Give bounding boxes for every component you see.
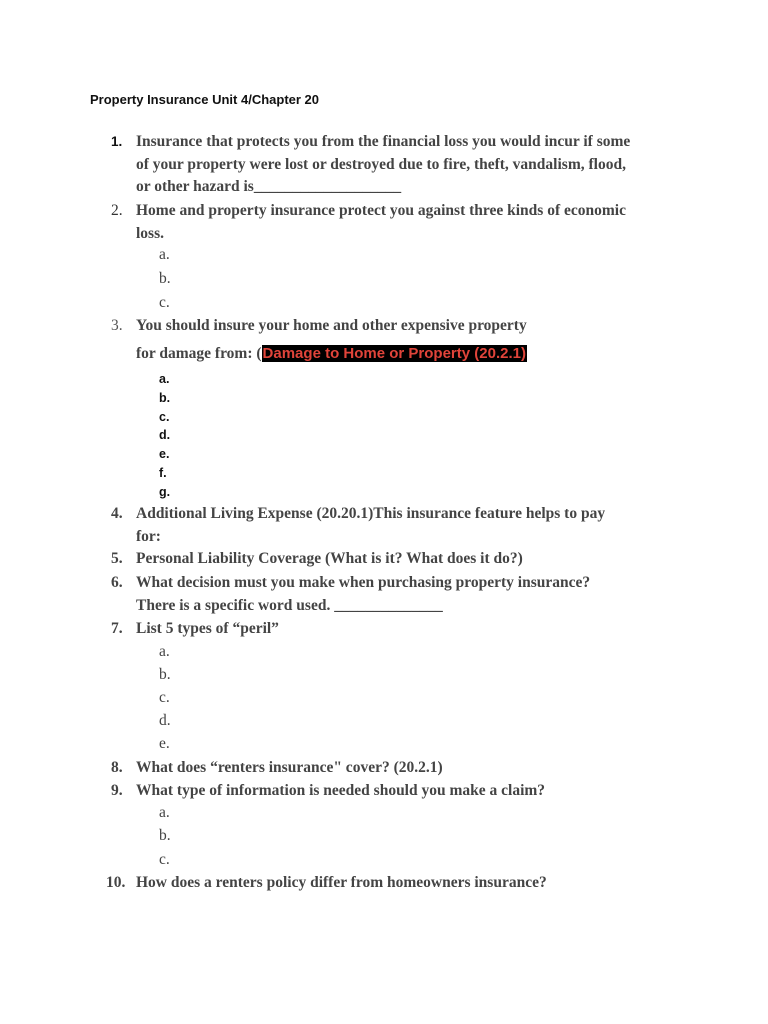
answer-letter: b. [159, 391, 171, 405]
question-9 [111, 780, 696, 803]
question-6 [111, 572, 696, 617]
answer-letter: c. [159, 851, 170, 868]
question-number: 7. [111, 620, 123, 637]
question-7 [111, 618, 696, 641]
answer-letter: c. [159, 410, 170, 424]
question-number: 9. [111, 782, 123, 799]
answer-letter: d. [159, 712, 171, 729]
question-10 [106, 872, 696, 895]
question-5 [111, 548, 696, 571]
question-number: 4. [111, 505, 123, 522]
section-highlight: Damage to Home or Property (20.2.1) [262, 345, 526, 362]
question-text-line: How does a renters policy differ from homeowners insurance? [136, 874, 547, 891]
answer-letter: b. [159, 666, 171, 683]
question-number: 2. [111, 202, 123, 219]
question-text-line: Additional Living Expense (20.20.1)This insurance feature helps to pay [136, 505, 606, 522]
answer-letter: f. [159, 466, 167, 480]
question-3-continued [136, 343, 696, 366]
question-text-line: What decision must you make when purchasing property insurance? [136, 574, 591, 591]
answer-letter: b. [159, 270, 171, 287]
question-number: 8. [111, 759, 123, 776]
answer-letter: c. [159, 689, 170, 706]
question-text-line: You should insure your home and other expensive property [136, 317, 527, 334]
answer-letter: d. [159, 428, 171, 442]
question-8 [111, 757, 696, 780]
question-number: 6. [111, 574, 123, 591]
question-text-line: for damage from: ( [136, 345, 262, 362]
question-number: 5. [111, 550, 123, 567]
question-text-line: List 5 types of “peril” [136, 620, 279, 637]
question-text-line: for: [136, 527, 161, 545]
answer-letter: c. [159, 294, 170, 311]
answer-letter: a. [159, 643, 170, 660]
question-text-line: There is a specific word used. ______________ [136, 596, 443, 614]
question-1 [111, 131, 696, 199]
question-number: 10. [106, 874, 126, 891]
answer-letter: a. [159, 372, 170, 386]
answer-letter: e. [159, 447, 170, 461]
question-text-line: Insurance that protects you from the financial loss you would incur if some [136, 133, 631, 150]
answer-letter: g. [159, 485, 171, 499]
answer-letter: b. [159, 827, 171, 844]
question-text-line: What does “renters insurance" cover? (20.2.1) [136, 759, 443, 776]
question-number: 1. [111, 134, 123, 149]
answer-letter: a. [159, 804, 170, 821]
question-text-line: What type of information is needed should you make a claim? [136, 782, 546, 799]
question-text-line: of your property were lost or destroyed due to fire, theft, vandalism, flood, [136, 155, 626, 173]
answer-letter: a. [159, 246, 170, 263]
question-3 [111, 315, 696, 338]
question-text-line: Home and property insurance protect you against three kinds of economic [136, 202, 626, 219]
question-number: 3. [111, 317, 123, 334]
question-2 [111, 200, 696, 245]
question-text-line: loss. [136, 224, 164, 242]
question-text-line: Personal Liability Coverage (What is it? What does it do?) [136, 550, 523, 567]
document-title: Property Insurance Unit 4/Chapter 20 [90, 92, 320, 107]
question-text-line: or other hazard is___________________ [136, 178, 402, 195]
question-4 [111, 503, 696, 548]
answer-letter: e. [159, 735, 170, 752]
